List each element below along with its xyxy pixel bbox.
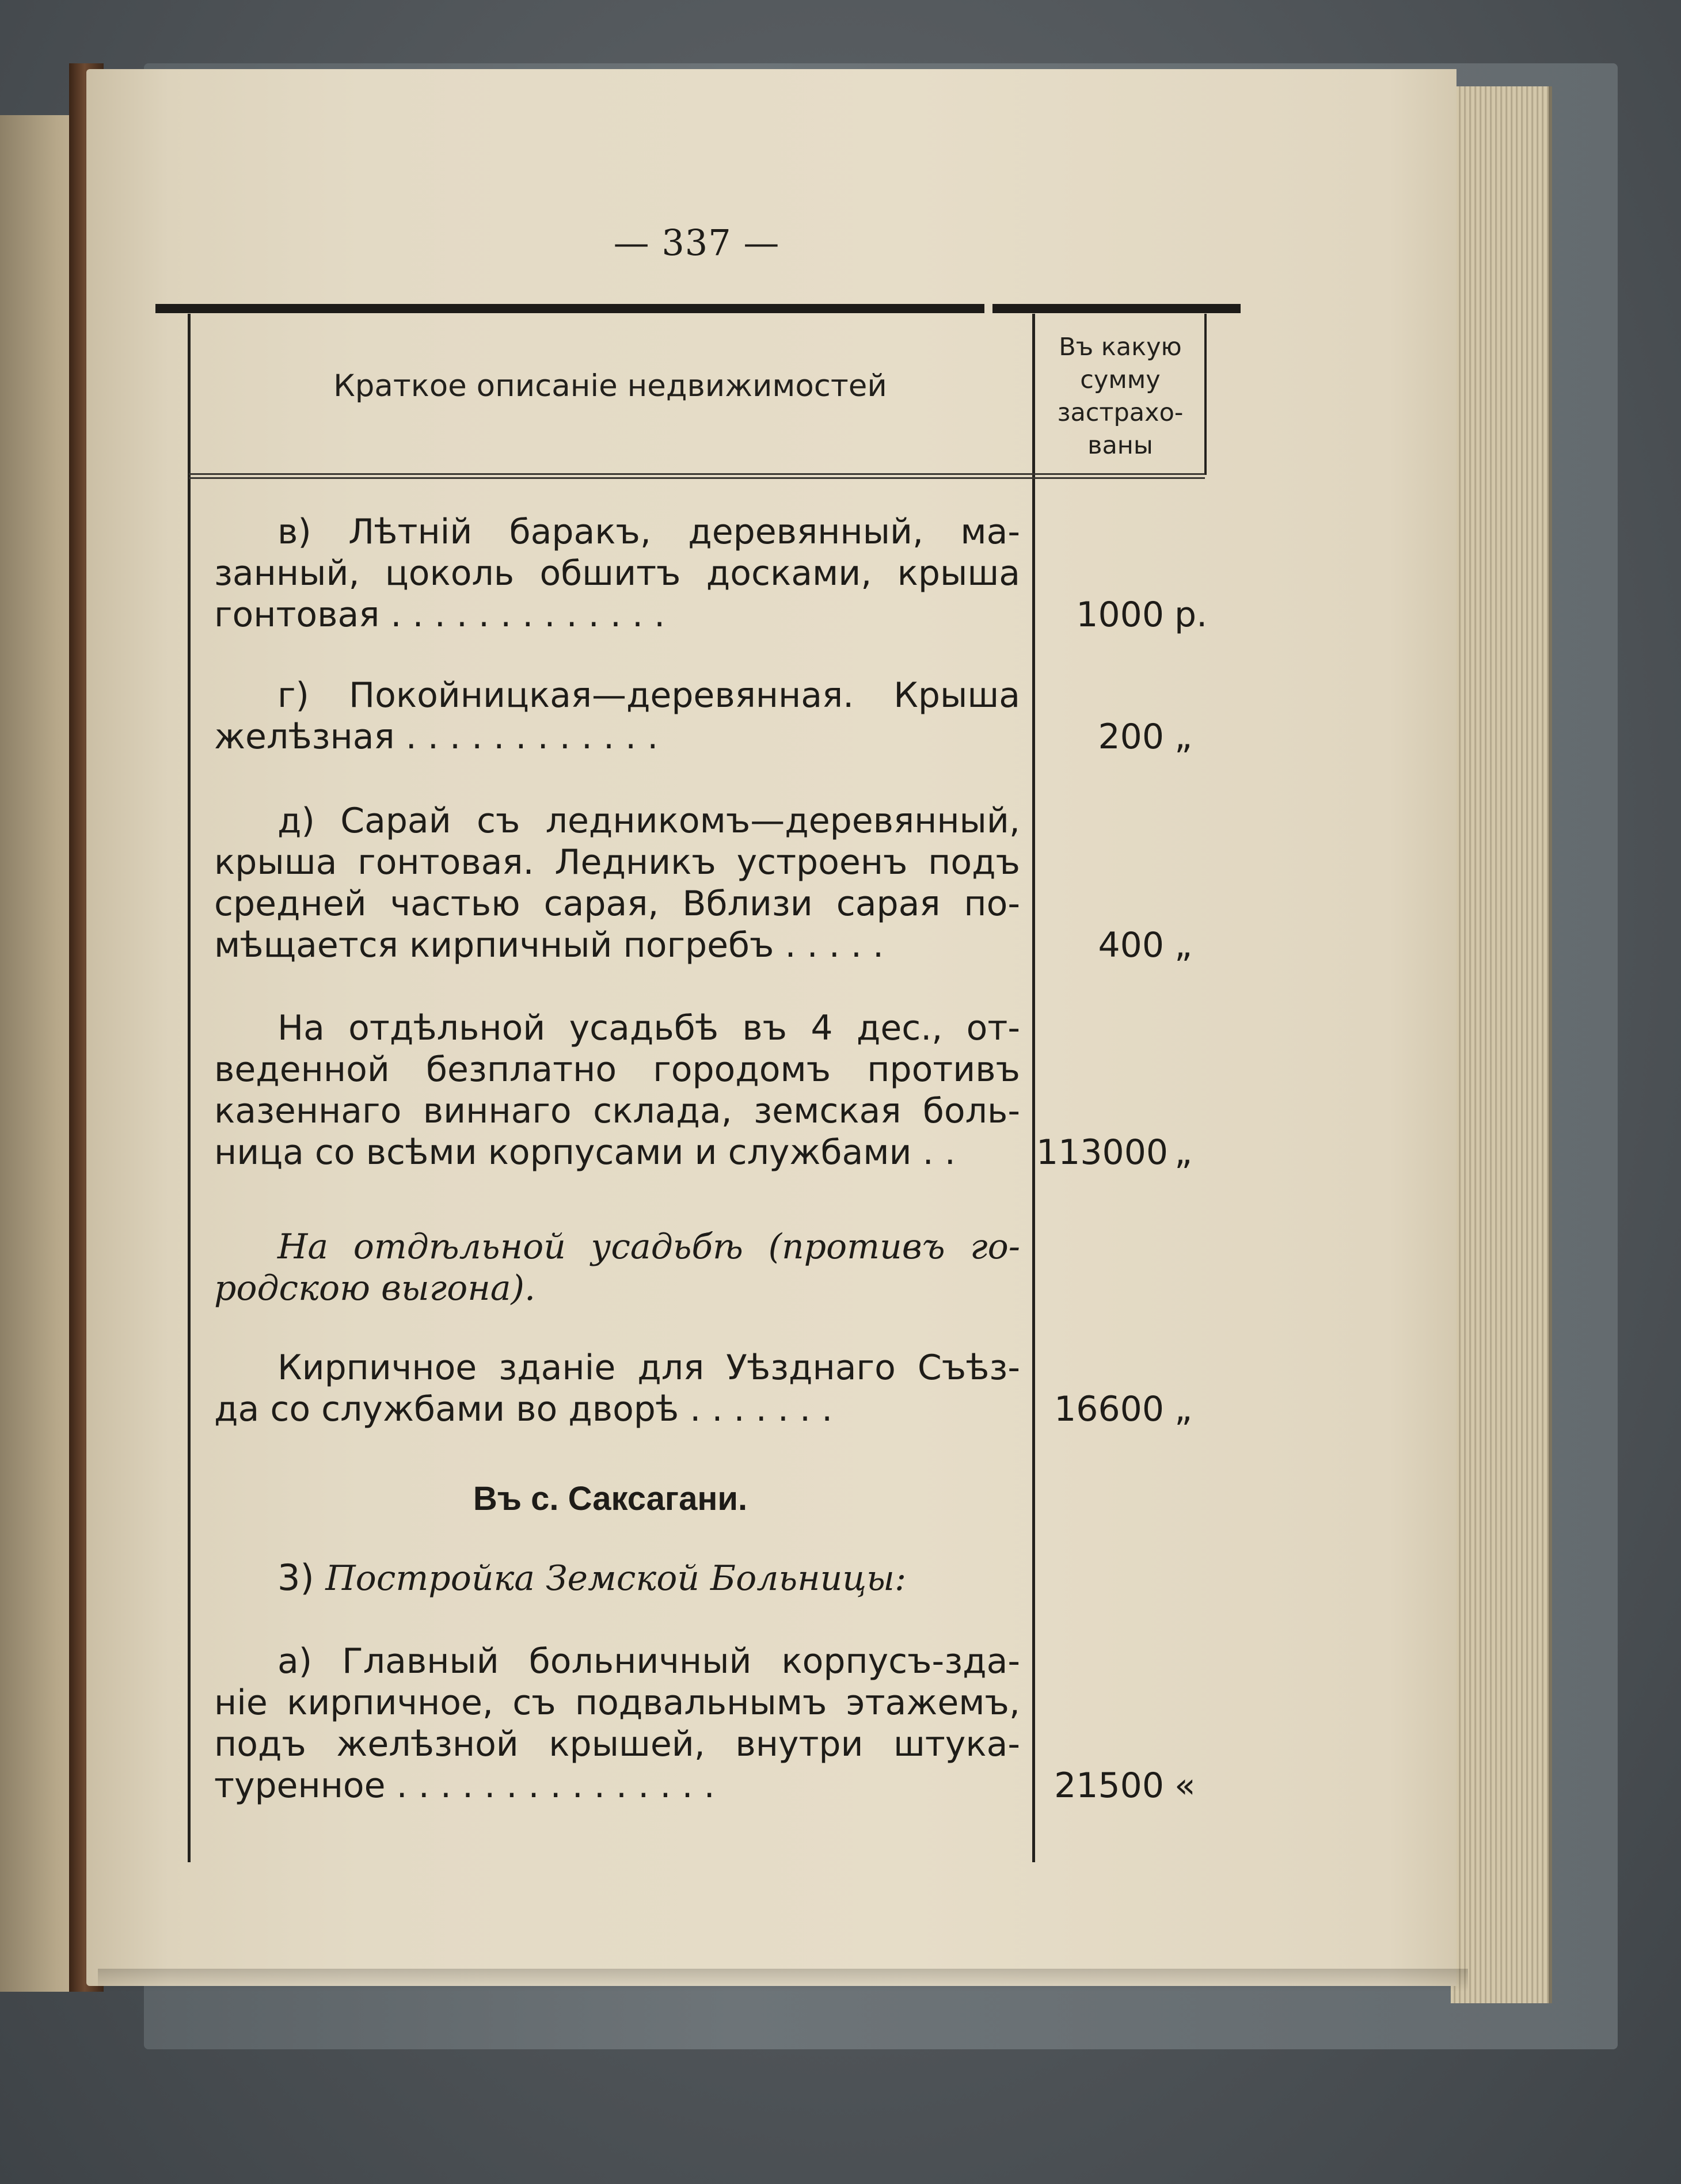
- table-row-description: а) Главный больничный корпусъ-зда- ніе кирпичное, съ подвальнымъ этажемъ, подъ желѣзной крышей, внутри штука- туренное . . . . . . . . . . . . . . .: [214, 1641, 1020, 1806]
- page-number: — 337 —: [613, 222, 780, 264]
- page-shadow: [98, 1969, 1468, 1992]
- table-left-border: [188, 314, 191, 1862]
- table-row-amount: 1000: [1076, 595, 1164, 635]
- amount-suffix: „: [1174, 925, 1193, 965]
- column-header-description: Краткое описаніе недвижимостей: [333, 368, 887, 404]
- table-row-subheading: [214, 1557, 1020, 1599]
- column-header-amount: Въ какую сумму застрахо- ваны: [1057, 333, 1184, 460]
- table-row-description: Кирпичное зданіе для Уѣзднаго Съѣз- да со службами во дворѣ . . . . . . .: [214, 1348, 1020, 1429]
- table-row-amount: 200: [1098, 717, 1164, 757]
- page-block-edges: [1451, 86, 1552, 2003]
- amount-suffix: „: [1174, 1389, 1193, 1429]
- table-row-amount: 16600: [1054, 1389, 1164, 1429]
- item-title: Постройка Земской Больницы:: [325, 1558, 907, 1599]
- amount-suffix: „: [1174, 1132, 1193, 1173]
- table-header-rule: [189, 473, 1205, 479]
- amount-suffix: р.: [1174, 595, 1208, 635]
- amount-suffix: «: [1174, 1766, 1196, 1806]
- table-row-description: д) Сарай съ ледникомъ—деревянный, крыша гонтовая. Ледникъ устроенъ подъ средней частью сарая, Вблизи сарая по- мѣщается кирпичный погребъ . . . . .: [214, 801, 1020, 965]
- table-column-divider: [1032, 314, 1035, 1862]
- table-row-amount: 113000: [1036, 1132, 1169, 1173]
- table-right-border: [1204, 314, 1207, 475]
- table-row-amount: 21500: [1054, 1766, 1164, 1806]
- table-top-rule: [155, 304, 1241, 313]
- section-heading: Въ с. Саксагани.: [473, 1480, 748, 1517]
- table-row-subheading: На отдѣльной усадьбѣ (противъ го- родскою выгона).: [214, 1227, 1020, 1308]
- amount-suffix: „: [1174, 717, 1193, 757]
- table-row-description: г) Покойницкая—деревянная. Крыша желѣзная . . . . . . . . . . . .: [214, 675, 1020, 757]
- item-number: 3): [277, 1557, 326, 1599]
- table-row-description: в) Лѣтній баракъ, деревянный, ма- занный, цоколь обшитъ досками, крыша гонтовая . . . . . . . . . . . . .: [214, 512, 1020, 635]
- table-row-amount: 400: [1098, 925, 1164, 965]
- table-row-description: На отдѣльной усадьбѣ въ 4 дес., от- веденной безплатно городомъ противъ казеннаго виннаго склада, земская боль- ница со всѣми корпусами и службами . .: [214, 1008, 1020, 1173]
